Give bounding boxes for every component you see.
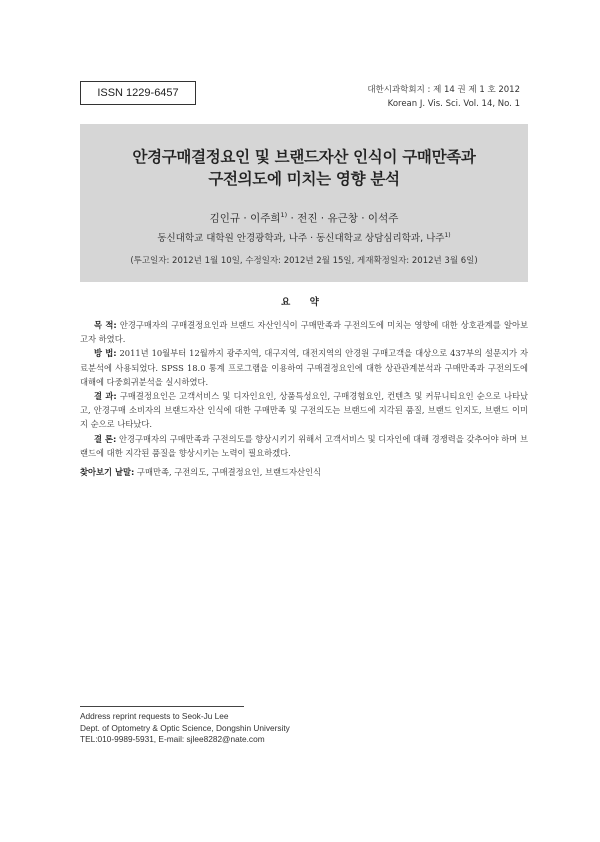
keywords [80,465,528,479]
abstract-purpose [80,318,528,346]
paper-title-line-1: 안경구매결정요인 및 브랜드자산 인식이 구매만족과 [132,148,476,166]
paper-title-line-2: 구전의도에 미치는 영향 분석 [208,170,400,188]
abstract-results [80,389,528,432]
footnote-divider [80,706,244,707]
keywords-label: 찾아보기 낱말: [80,467,135,477]
footnote-line-1: Address reprint requests to Seok-Ju Lee [80,711,229,721]
author-names-2: · 전진 · 유근창 · 이석주 [287,212,399,225]
abstract-body [80,318,528,460]
abstract-heading: 요 약 [281,297,327,308]
affiliation-mark: 1) [444,231,451,239]
abstract-purpose-text: 안경구매자의 구매결정요인과 브랜드 자산인식이 구매만족과 구전의도에 미치는 영향에 대한 상호관계를 알아보고자 하였다. [80,320,528,345]
abstract-purpose-label: 목 적: [94,320,117,330]
abstract-results-label: 결 과: [94,391,117,402]
abstract-results-text: 구매결정요인은 고객서비스 및 디자인요인, 상품특성요인, 구매경험요인, 컨텐츠 및 커뮤니티요인 순으로 나타났고, 안경구매 소비자의 브랜드자산 인식에 대한 구매만족 및 구전의도는 브랜드에 지각된 품질, 브랜드 인지도, 브랜드 이미지 순으로 나타났다. [80,391,528,430]
abstract-methods-text: 2011년 10월부터 12월까지 광주지역, 대구지역, 대전지역의 안경원 구매고객을 대상으로 437부의 설문지가 자료분석에 사용되었다. SPSS 18.0 통계 프로그램을 이용하여 구매결정요인에 대한 상관관계분석과 구매만족과 구전의도에 대해에 다중회귀분석을 실시하였다. [80,348,528,387]
journal-info [367,83,520,111]
footnote-line-2: Dept. of Optometry & Optic Science, Dongshin University [80,722,290,733]
issn-box: ISSN 1229-6457 [80,81,196,105]
affiliation [80,229,528,246]
journal-name-korean: 대한시과학회지 : 제 14 권 제 1 호 2012 [367,85,520,95]
abstract-conclusion [80,432,528,460]
keywords-text: 구매만족, 구전의도, 구매결정요인, 브랜드자산인식 [134,467,322,477]
abstract-methods [80,346,528,389]
journal-name-english: Korean J. Vis. Sci. Vol. 14, No. 1 [387,99,520,109]
affiliation-text: 동신대학교 대학원 안경광학과, 나주 · 동신대학교 상담심리학과, 나주 [157,232,445,244]
submission-dates: (투고일자: 2012년 1월 10일, 수정일자: 2012년 2월 15일, 게재확정일자: 2012년 3월 6일) [130,255,478,266]
author-affiliation-mark: 1) [280,211,288,219]
title-block [80,124,528,282]
footnote [80,711,290,746]
abstract-conclusion-text: 안경구매자의 구매만족과 구전의도를 향상시키기 위해서 고객서비스 및 디자인에 대해 경쟁력을 갖추어야 하며 브랜드에 대한 지각된 품질을 향상시키는 노력이 필요하겠다. [80,433,528,458]
footnote-line-3: TEL:010-9989-5931, E-mail: sjlee8282@nate.com [80,734,265,744]
author-list [80,208,528,226]
abstract-methods-label: 방 법: [94,348,117,359]
abstract-conclusion-label: 결 론: [94,433,117,444]
author-names-1: 김인규 · 이주희 [209,212,281,225]
